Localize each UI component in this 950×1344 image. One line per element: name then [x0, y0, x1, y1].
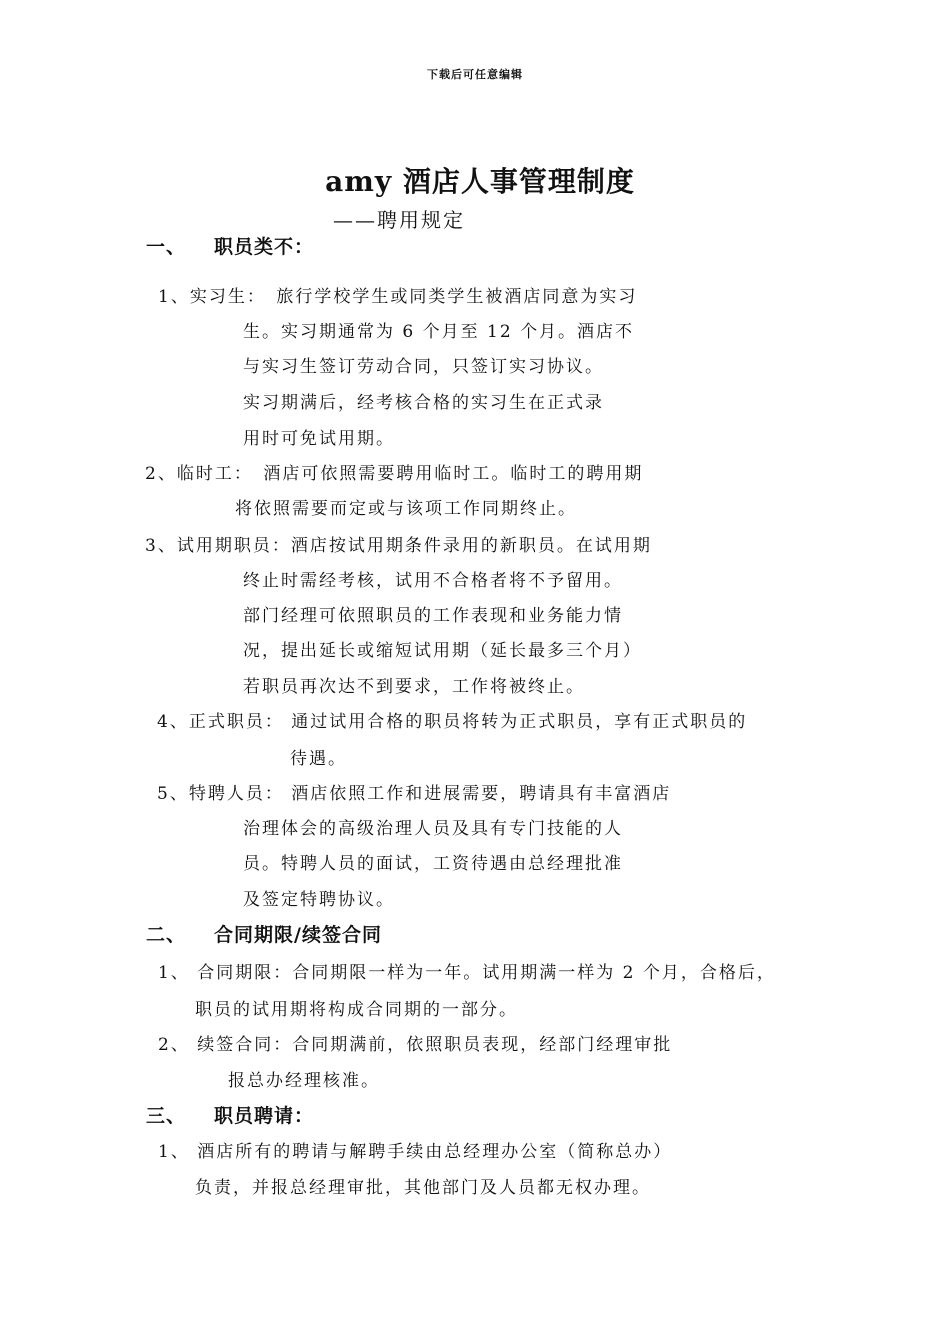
paragraph-line: 负责，并报总经理审批，其他部门及人员都无权办理。	[195, 1178, 651, 1198]
section-heading-2	[146, 920, 382, 947]
paragraph-line: 实习期满后，经考核合格的实习生在正式录	[243, 393, 604, 413]
paragraph-line: 2、临时工： 酒店可依照需要聘用临时工。临时工的聘用期	[145, 464, 644, 484]
paragraph-line: 将依照需要而定或与该项工作同期终止。	[235, 499, 577, 519]
paragraph-line: 若职员再次达不到要求，工作将被终止。	[243, 677, 585, 697]
paragraph-line: 待遇。	[290, 749, 347, 769]
page-header-note: 下载后可任意编辑	[427, 68, 523, 81]
paragraph-line: 治理体会的高级治理人员及具有专门技能的人	[243, 819, 623, 839]
paragraph-line: 况，提出延长或缩短试用期（延长最多三个月）	[243, 641, 642, 661]
paragraph-line: 员。特聘人员的面试，工资待遇由总经理批准	[243, 854, 623, 874]
paragraph-line: 3、试用期职员：酒店按试用期条件录用的新职员。在试用期	[145, 536, 652, 556]
paragraph-line: 生。实习期通常为 6 个月至 12 个月。酒店不	[243, 322, 635, 342]
section-number: 一、	[146, 236, 187, 258]
section-heading-1	[146, 232, 314, 259]
section-heading-3	[146, 1101, 314, 1128]
paragraph-line: 2、 续签合同：合同期满前，依照职员表现，经部门经理审批	[158, 1035, 673, 1055]
paragraph-line: 报总办经理核准。	[228, 1071, 380, 1091]
document-title: amy 酒店人事管理制度	[325, 165, 635, 198]
paragraph-line: 终止时需经考核，试用不合格者将不予留用。	[243, 571, 623, 591]
paragraph-line: 4、正式职员： 通过试用合格的职员将转为正式职员，享有正式职员的	[157, 712, 748, 732]
section-number: 二、	[146, 924, 187, 946]
paragraph-line: 1、 酒店所有的聘请与解聘手续由总经理办公室（简称总办）	[158, 1142, 673, 1162]
document-subtitle: ——聘用规定	[333, 208, 465, 232]
paragraph-line: 职员的试用期将构成合同期的一部分。	[195, 1000, 518, 1020]
paragraph-line: 1、 合同期限：合同期限一样为一年。试用期满一样为 2 个月，合格后，	[158, 963, 776, 983]
paragraph-line: 及签定特聘协议。	[243, 890, 395, 910]
section-title: 合同期限/续签合同	[214, 924, 382, 946]
section-title: 职员类不：	[214, 236, 315, 258]
section-number: 三、	[146, 1105, 187, 1127]
paragraph-line: 与实习生签订劳动合同，只签订实习协议。	[243, 357, 604, 377]
section-title: 职员聘请：	[214, 1105, 315, 1127]
paragraph-line: 部门经理可依照职员的工作表现和业务能力情	[243, 606, 623, 626]
paragraph-line: 1、实习生： 旅行学校学生或同类学生被酒店同意为实习	[158, 287, 638, 307]
paragraph-line: 用时可免试用期。	[243, 429, 395, 449]
paragraph-line: 5、特聘人员： 酒店依照工作和进展需要，聘请具有丰富酒店	[157, 784, 672, 804]
